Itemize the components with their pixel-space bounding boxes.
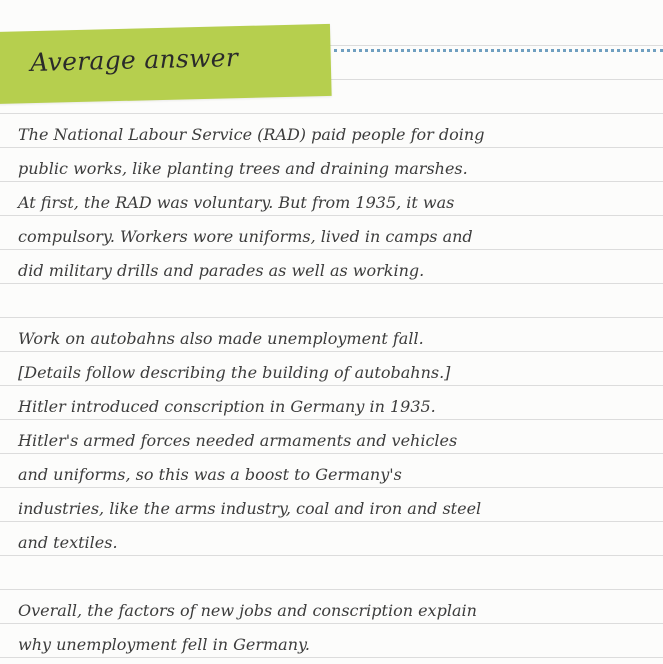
text-line: compulsory. Workers wore uniforms, lived in camps and [18,227,473,246]
text-line: At first, the RAD was voluntary. But from 1935, it was [18,193,455,212]
paragraph-rad [18,118,654,288]
page-heading: Average answer [30,42,239,77]
text-line: did military drills and parades as well as working. [18,261,425,280]
answer-text [18,118,654,662]
text-line: Overall, the factors of new jobs and conscription explain [18,601,477,620]
paragraph-autobahns-conscription [18,322,654,560]
dotted-divider [334,49,663,52]
text-line: industries, like the arms industry, coal and iron and steel [18,499,482,518]
text-line: Work on autobahns also made unemployment fall. [18,329,424,348]
text-line: and uniforms, so this was a boost to Germany's [18,465,402,484]
text-line: why unemployment fell in Germany. [18,635,310,654]
text-line: The National Labour Service (RAD) paid people for doing [18,125,485,144]
text-line: public works, like planting trees and draining marshes. [18,159,468,178]
text-line: Hitler's armed forces needed armaments and vehicles [18,431,458,450]
text-line: [Details follow describing the building of autobahns.] [18,363,451,382]
text-line: and textiles. [18,533,118,552]
text-line: Hitler introduced conscription in Germany in 1935. [18,397,436,416]
paragraph-conclusion [18,594,654,662]
